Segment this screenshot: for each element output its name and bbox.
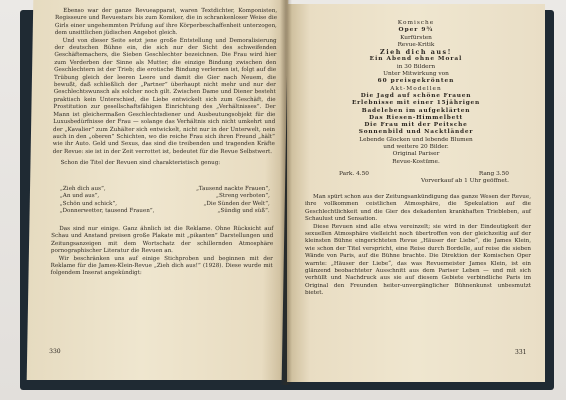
price-rang: Rang 3.50 [478, 171, 509, 177]
paragraph: Wir beschränken uns auf einige Stichproben und beginnen mit der Reklame für die James-Klein-Revue „Zieh dich aus!“ (1928). Diese wurde mit folgendem Inserat angekündigt: [50, 255, 273, 277]
titles-row: „Schön und schick“, „Die Sünden der Welt“, [59, 200, 270, 207]
paragraph: Ebenso war der ganze Revueapparat, waren Textdichter, Komponisten, Regisseure und Revuestars bis zum Komiker, die in schrankenloser Weise die Girls einer ungehemmten Prüfung auf ihre Körperbeschaffenheit unterzogen, dem unsittlichen jüdischen Angebot gleich. [54, 8, 278, 37]
left-page-text-bottom [50, 226, 273, 278]
paragraph: Diese Revuen sind alle etwa vereinzelt; sie wird in der Eindeutigkeit der sexuellen Atmosphäre vielleicht noch übertroffen von der gleichzeitig auf der kleinsten Bühne eingerichteten Revue „Häuser der Liebe“, die James Klein, wie schon der Titel verspricht, eine Reise durch Bordelle, auf reise die sieben Wände von Paris, auf die Bühne brachte. Die Direktion der Komischen Oper warnte: „Häuser der Liebe“, das was Revuemeister James Klein, ist ein glänzend beobachteter Ausschnitt aus dem Pariser Leben — und mit sich verhüllt und Nachdruck aus sie auf diesem Gebiete verbindliche Paris im Original den Freunden heiter-unvergänglicher Bühnenkunst unbesmutzt bietet. [305, 223, 531, 297]
presale-note: Vorverkauf ab 1 Uhr geöffnet. [421, 178, 509, 185]
paragraph: Und von dieser Seite setzt jene große Entstellung und Demoralisierung der deutschen Bühne ein, die sich nur der Sicht des schweifenden Geschäftemachers, die Sieben Geschlechter bezeichnen. Die Frau wird hier zum Verderben der Sinne als Mutter, die einzige Bindung zwischen den Geschlechtern ist der Trieb; die erotische Bindung verlernen ist, folgt auf die Trübung gleich der leeren Leere und damit die Gier nach Neuem, die bewußt, daß schließlich der „Partner“ überhaupt nicht mehr und nur der Geschlechtswunsch als solcher noch gilt. Zwischen Dame und Diener besteht praktisch kein Unterschied, die Liebe entwickelt sich zum Geschäft, die Prostitution zur gesellschaftsfähigen Einrichtung des „Verhältnisses“. Der Mann ist gleichermaßen Geschlechtsdiener und Ausbeutungsobjekt für die Luxusbedürfnisse der Frau — solange das Verhältnis sich nicht umkehrt und der „Kavalier“ zum Zuhälter sich entwickelt, nicht nur in der Unterwelt, nein auch in den „oberen“ Schichten, wo die reiche Frau sich ihren Freund „hält“ wie ihr Auto. Geld und Sexus, das sind die treibenden und tragenden Kräfte der Revue: sie ist in der Zeit verrottet ist, bedeutet für die Revue Selbstwert. [52, 37, 277, 155]
paragraph: Man spürt schon aus der Zeitungsankündigung das ganze Wesen der Revue, ihre vollkommen ceistlichen Atmosphäre, die Spekulation auf die Geschlechtlichkeit und die Gier des dekadenten krankhaften Triebleben, auf Schaulust und Sensation. [305, 194, 531, 223]
right-page-text [305, 194, 531, 298]
left-page-text [52, 8, 277, 168]
page-number: 330 [49, 348, 61, 355]
page-number: 331 [515, 349, 527, 356]
paragraph: Schon die Titel der Revuen sind charakteristisch genug: [60, 160, 221, 167]
left-page [27, 0, 289, 380]
ticket-prices [339, 171, 509, 186]
titles-row: „Zieh dich aus“, „Tausend nackte Frauen“, [59, 186, 271, 192]
titles-row: „An und aus“, „Streng verboten“, [59, 193, 270, 200]
right-page [287, 4, 545, 382]
titles-row: „Donnerwetter, tausend Frauen“, „Sündig und süß“. [59, 208, 270, 215]
paragraph: Das sind nur einige. Ganz ähnlich ist die Reklame. Ohne Rücksicht auf Schau und Anstand preisen große Plakate mit „pikanten“ Darstellungen und Zeitungsanzeigen mit dem Wortschatz der schillernden Atmosphäre pornographischer Literatur die Revuen an. [50, 226, 274, 255]
revue-advertisement: Komische Oper 9¾ Kurfürsten Revue-Kritik Zieh dich aus! Ein Abend ohne Moral in 30 Bildern Unter Mitwirkung von 60 preisgekrönten Akt-Modellen Die Jagd auf schöne Frauen Erlebnisse mit einer 15jährigen Badeleben im aufgeklärten Das Riesen-Himmelbett Die Frau mit der Peitsche Sonnenbild und Nacktländer Lebende Glocken und lebende Blumen und weitere 20 Bilder. Original Pariser Revue-Kostüme. [351, 20, 481, 165]
book-gutter [280, 0, 292, 385]
revue-titles [60, 186, 271, 216]
price-parkett: Park. 4.50 [339, 171, 369, 177]
